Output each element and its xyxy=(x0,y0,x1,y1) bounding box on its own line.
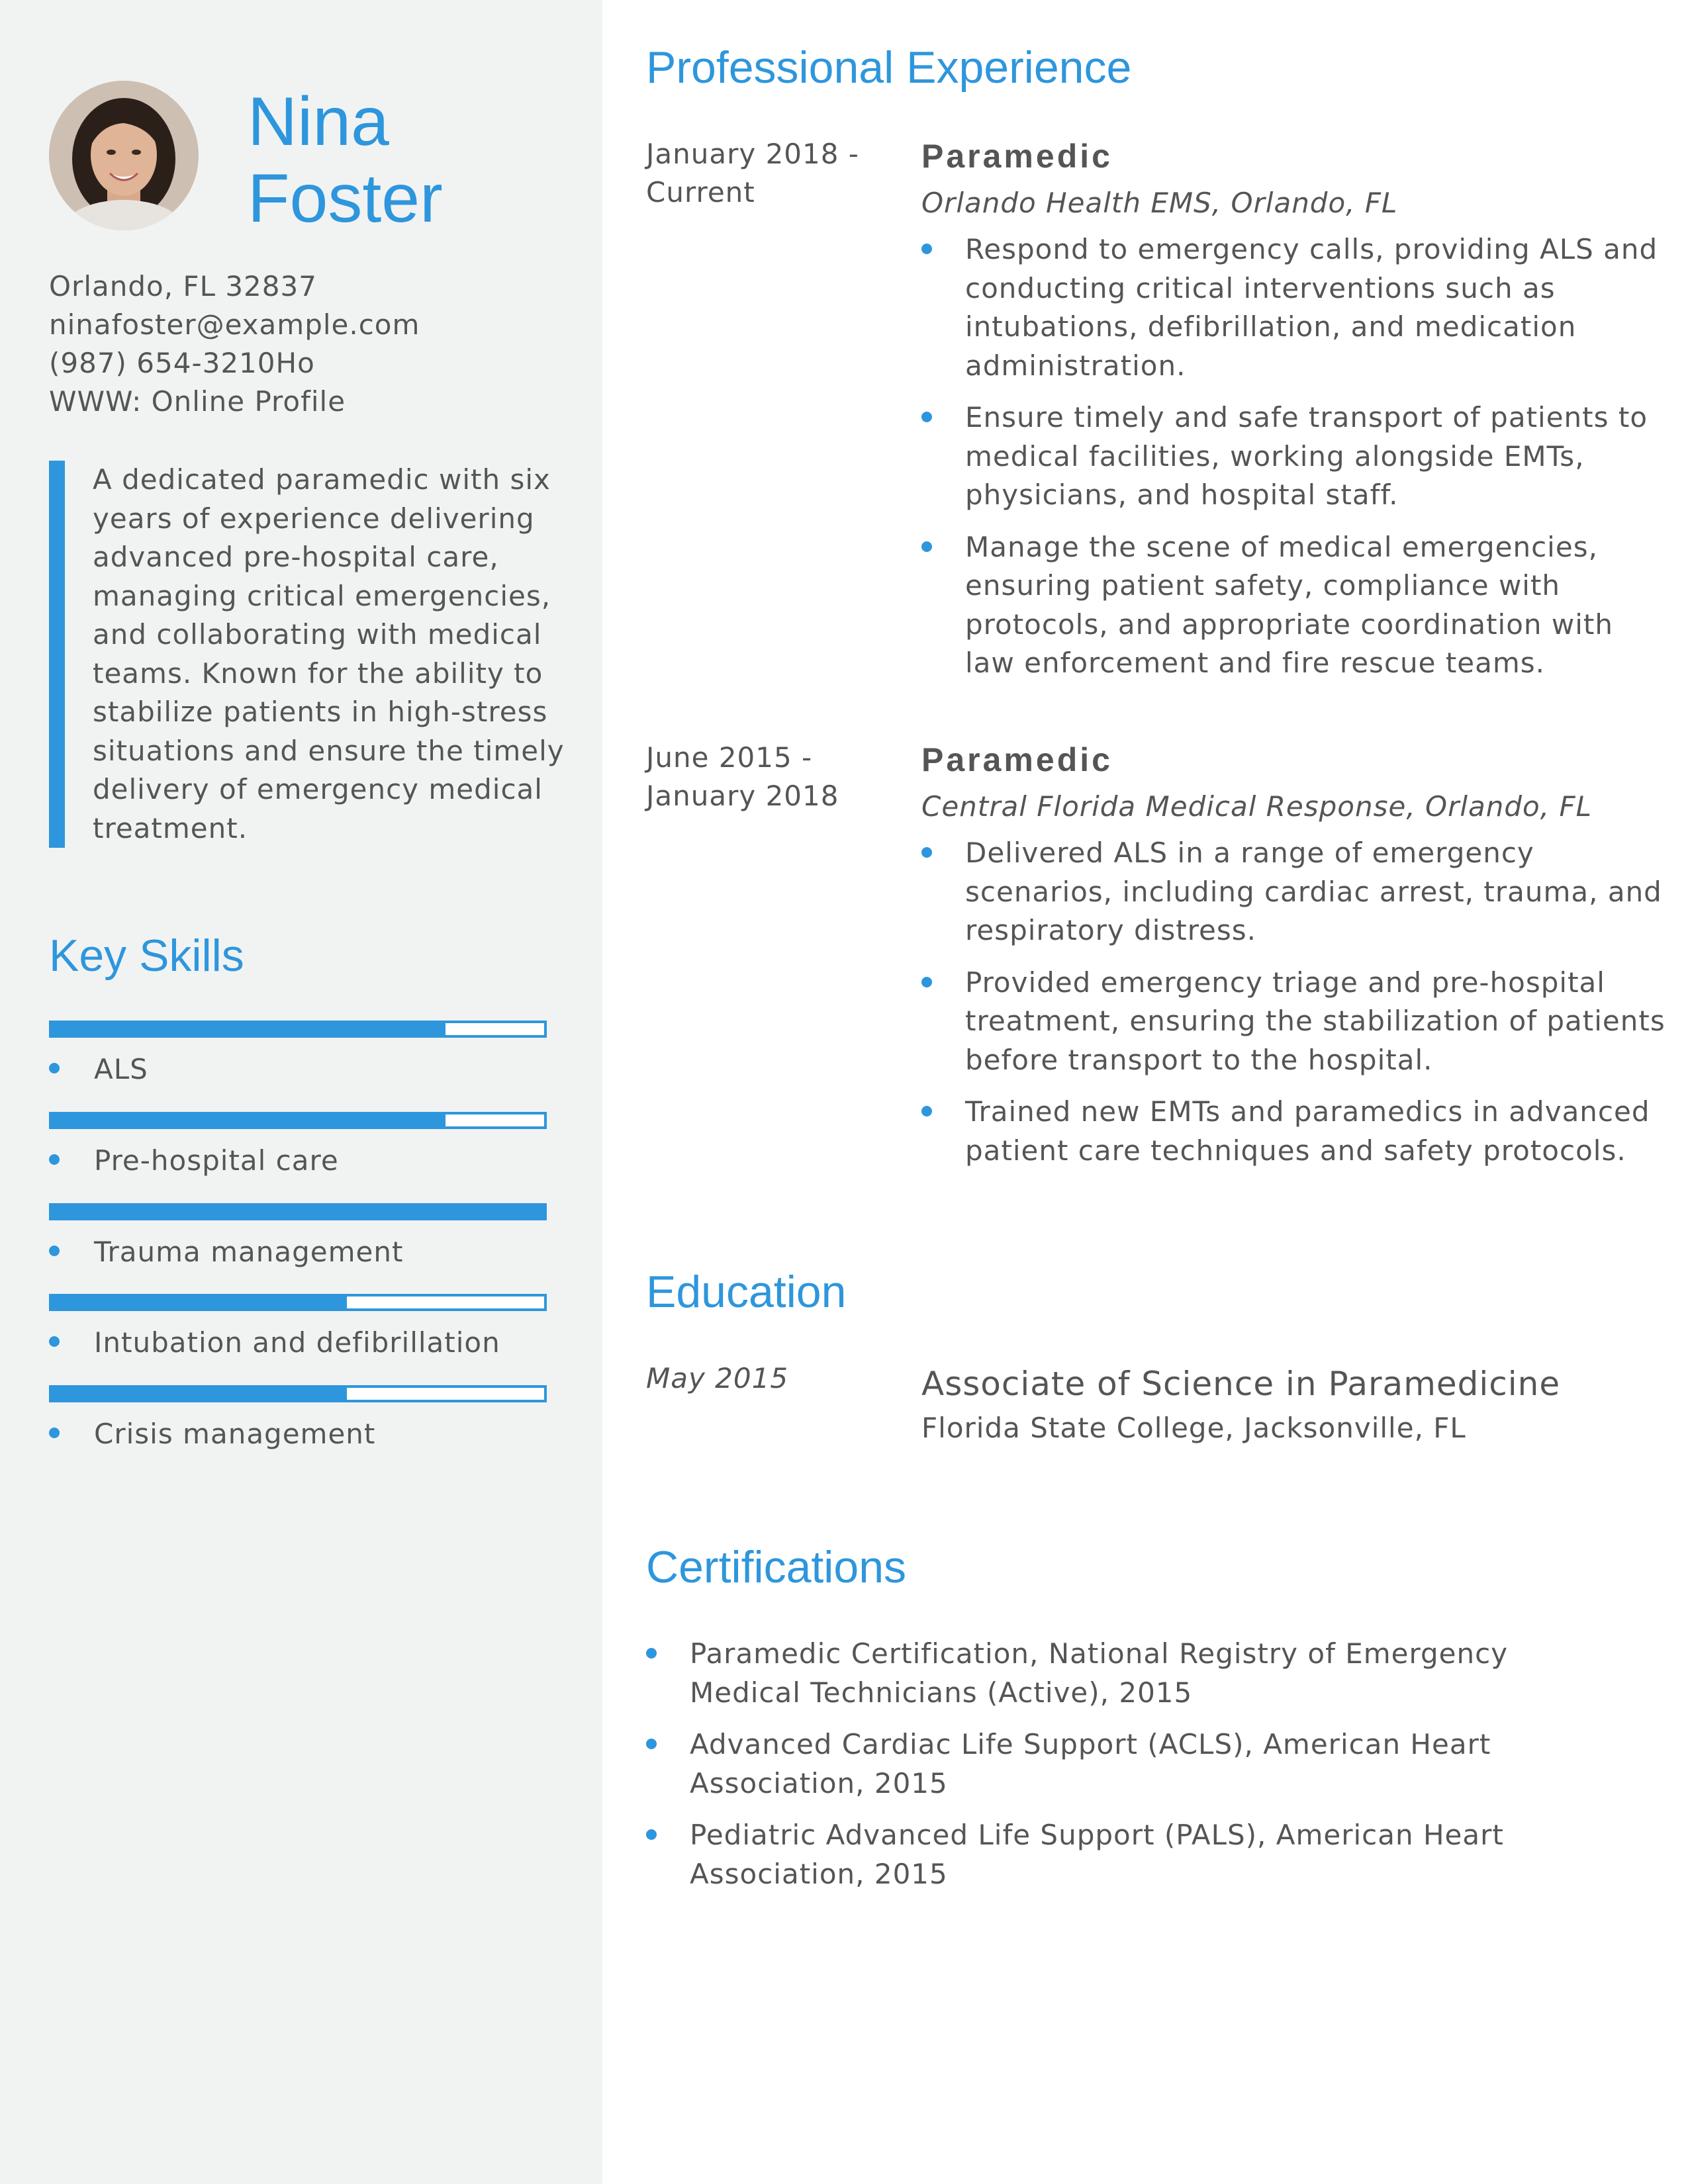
skill-bar-fill xyxy=(52,1115,445,1126)
job-dates: January 2018 - Current xyxy=(646,138,859,208)
website-link[interactable]: WWW: Online Profile xyxy=(49,385,346,418)
certifications-title: Certifications xyxy=(646,1542,907,1592)
skill-label: Intubation and defibrillation xyxy=(94,1326,500,1359)
skill-bar xyxy=(49,1021,547,1038)
bullet-text: Delivered ALS in a range of emergency scenarios, including cardiac arrest, trauma, and respiratory distress. xyxy=(965,837,1662,946)
education-title: Education xyxy=(646,1267,847,1317)
skill-bar-fill xyxy=(52,1023,445,1035)
list-item xyxy=(921,964,1669,1080)
list-item xyxy=(646,1725,1586,1803)
bullet-text: Manage the scene of medical emergencies, ensuring patient safety, compliance with protocols, and appropriate coordination with law enforcement and fire rescue teams. xyxy=(965,530,1613,679)
skill-label-row xyxy=(49,1142,547,1179)
bullet-text: Provided emergency triage and pre-hospital treatment, ensuring the stabilization of patients before transport to the hospital. xyxy=(965,966,1665,1076)
list-item xyxy=(646,1816,1586,1893)
certifications-list xyxy=(646,1635,1586,1907)
skill-item xyxy=(49,1021,547,1088)
bullet-icon xyxy=(921,412,932,422)
bullet-icon xyxy=(49,1246,60,1256)
certification-text: Advanced Cardiac Life Support (ACLS), American Heart Association, 2015 xyxy=(690,1728,1491,1799)
bullet-icon xyxy=(646,1739,657,1749)
skill-bar-fill xyxy=(52,1206,544,1218)
job-bullets xyxy=(921,834,1669,1170)
education-date: May 2015 xyxy=(646,1362,789,1394)
skill-bar xyxy=(49,1203,547,1220)
bullet-icon xyxy=(921,1106,932,1116)
skill-bar xyxy=(49,1112,547,1129)
phone: (987) 654-3210Ho xyxy=(49,347,315,379)
job-company: Orlando Health EMS, Orlando, FL xyxy=(921,187,1398,219)
list-item xyxy=(921,1093,1669,1170)
bullet-icon xyxy=(646,1829,657,1840)
bullet-icon xyxy=(921,244,932,254)
list-item xyxy=(921,834,1669,950)
list-item xyxy=(921,230,1669,385)
skill-label: Crisis management xyxy=(94,1418,376,1450)
bullet-icon xyxy=(921,977,932,987)
education-degree: Associate of Science in Paramedicine xyxy=(921,1365,1561,1403)
bullet-text: Ensure timely and safe transport of patients to medical facilities, working alongside EMTs, physicians, and hospital staff. xyxy=(965,401,1648,511)
skill-label-row xyxy=(49,1051,547,1088)
job-company: Central Florida Medical Response, Orlando, FL xyxy=(921,790,1593,823)
skill-item xyxy=(49,1112,547,1179)
skill-label: ALS xyxy=(94,1053,148,1085)
list-item xyxy=(921,528,1669,683)
bullet-text: Respond to emergency calls, providing ALS and conducting critical interventions such as intubations, defibrillation, and medication administration. xyxy=(965,233,1658,382)
skill-item xyxy=(49,1203,547,1271)
education-school: Florida State College, Jacksonville, FL xyxy=(921,1412,1466,1444)
bullet-icon xyxy=(921,847,932,858)
skill-label: Pre-hospital care xyxy=(94,1144,339,1177)
main-content xyxy=(602,0,1688,2184)
professional-summary: A dedicated paramedic with six years of experience delivering advanced pre-hospital care, managing critical emergencies, and collaborating with medical teams. Known for the ability to stabilize patients in high-stress situations and ensure the timely delivery of emergency medical treatment. xyxy=(49,461,579,848)
first-name: Nina xyxy=(248,83,389,160)
bullet-icon xyxy=(49,1063,60,1073)
bullet-icon xyxy=(921,541,932,552)
list-item xyxy=(646,1635,1586,1712)
job-body xyxy=(921,135,1669,696)
skill-item xyxy=(49,1385,547,1453)
skills-title: Key Skills xyxy=(49,931,244,981)
certification-text: Pediatric Advanced Life Support (PALS), American Heart Association, 2015 xyxy=(690,1819,1504,1890)
sidebar xyxy=(0,0,602,2184)
job-bullets xyxy=(921,230,1669,683)
job-title: Paramedic xyxy=(921,741,1113,778)
skill-label-row xyxy=(49,1416,547,1453)
last-name: Foster xyxy=(248,160,443,237)
skill-item xyxy=(49,1294,547,1361)
job-title: Paramedic xyxy=(921,138,1113,175)
address: Orlando, FL 32837 xyxy=(49,270,317,302)
bullet-icon xyxy=(49,1336,60,1347)
skill-bar xyxy=(49,1385,547,1402)
experience-title: Professional Experience xyxy=(646,42,1132,93)
bullet-icon xyxy=(646,1648,657,1659)
bullet-icon xyxy=(49,1154,60,1165)
skill-bar xyxy=(49,1294,547,1311)
contact-info xyxy=(49,267,579,421)
profile-photo xyxy=(49,81,199,230)
skill-label-row xyxy=(49,1234,547,1271)
job-dates: June 2015 - January 2018 xyxy=(646,741,839,812)
list-item xyxy=(921,398,1669,515)
portrait-image xyxy=(49,81,199,230)
job-body xyxy=(921,739,1669,1183)
email-link[interactable]: ninafoster@example.com xyxy=(49,308,420,341)
skill-label: Trauma management xyxy=(94,1236,404,1268)
skill-bar-fill xyxy=(52,1297,347,1308)
bullet-text: Trained new EMTs and paramedics in advanced patient care techniques and safety protocols. xyxy=(965,1095,1650,1167)
bullet-icon xyxy=(49,1428,60,1438)
certification-text: Paramedic Certification, National Registry of Emergency Medical Technicians (Active), 2015 xyxy=(690,1637,1509,1709)
candidate-name xyxy=(248,83,579,237)
skill-bar-fill xyxy=(52,1388,347,1400)
skill-label-row xyxy=(49,1324,547,1361)
